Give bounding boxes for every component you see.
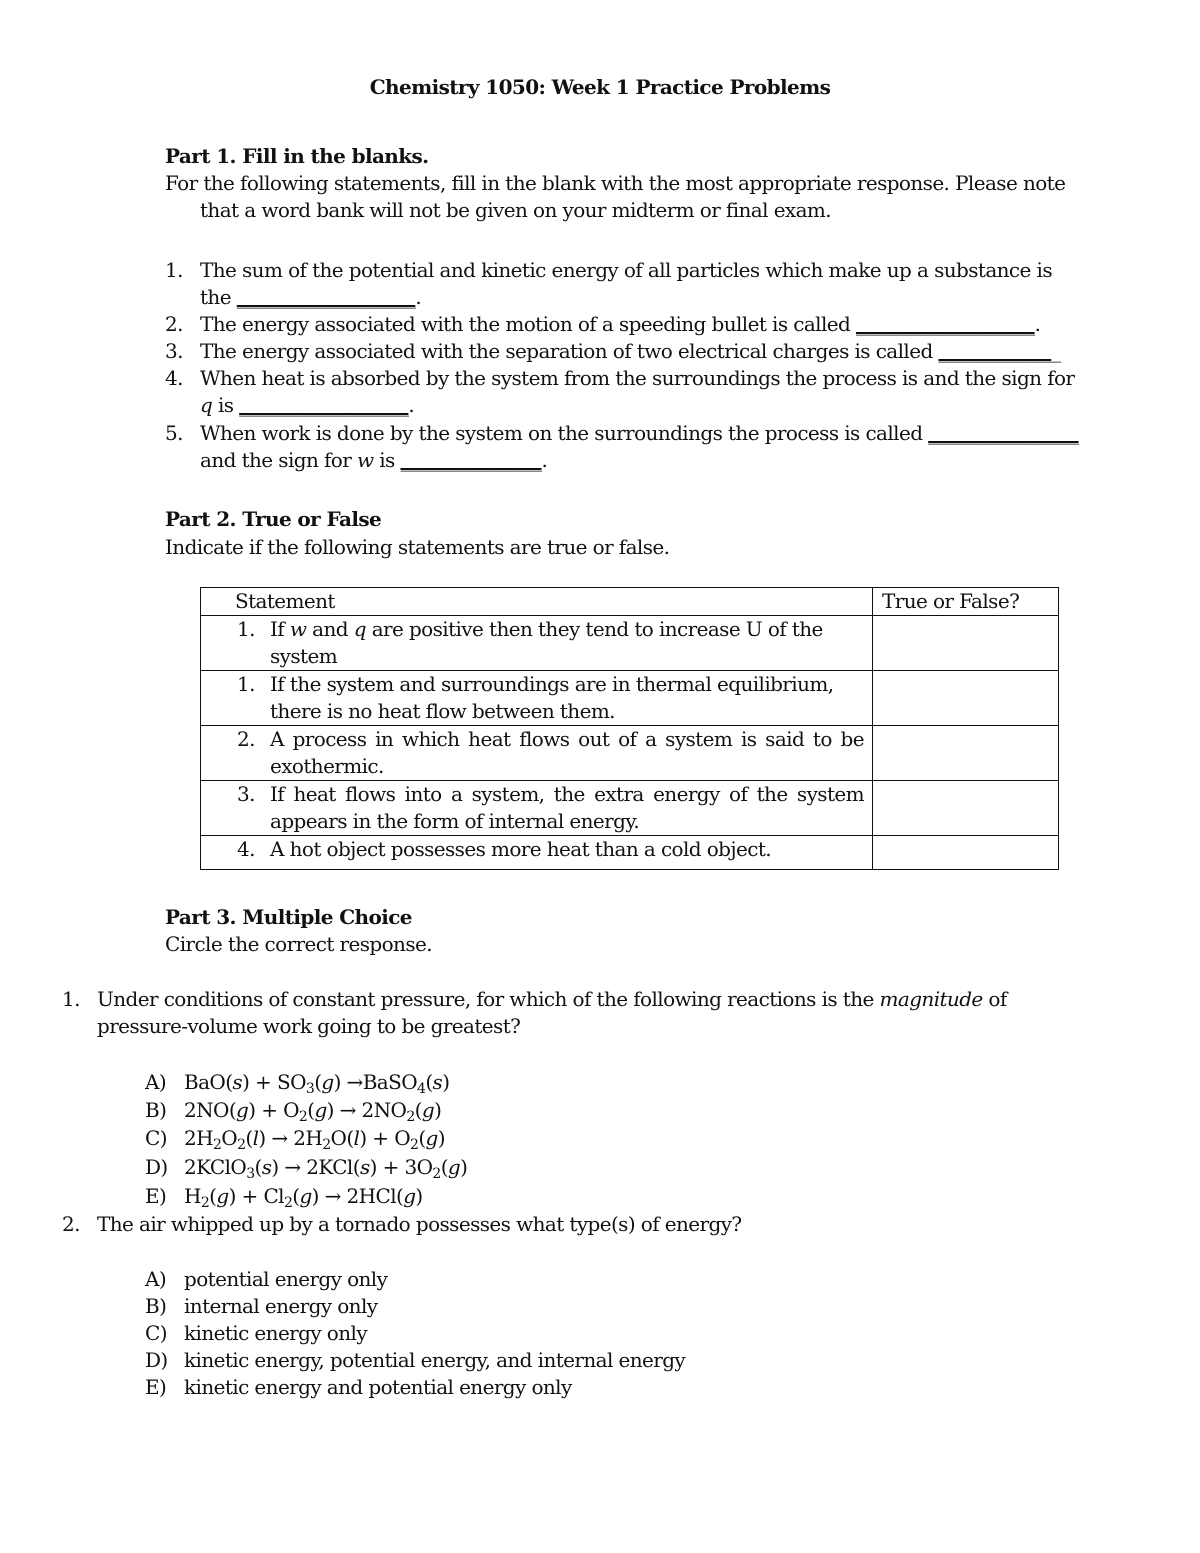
statement-number: 4. [237,837,255,861]
option-text[interactable]: $H_2(g) + Cl_2(g) \to 2HCl(g)$ [184,1184,423,1211]
text-run: is [373,448,401,472]
table-row [201,726,1059,781]
table-row [201,671,1059,726]
option-text[interactable]: $2NO(g) + O_2(g) \to 2NO_2(g)$ [184,1098,442,1125]
variable-q: q [200,393,213,417]
option-text[interactable]: $2H_2O_2(l) \to 2H_2O(l) + O_2(g)$ [184,1126,445,1153]
part3-heading: Part 3. Multiple Choice [165,905,412,929]
header-statement: Statement [201,588,873,616]
text-run: Under conditions of constant pressure, for which of the following reactions is the [97,987,880,1011]
question-1-line2: pressure-volume work going to be greatest? [97,1014,521,1038]
option-text[interactable]: 2KClO$_3$(s) → $2KCl(s) + 3O_2(g)$ [184,1155,468,1182]
table-header-row [201,588,1059,616]
fill-item-3-line1 [200,338,1061,365]
text-run: . [541,448,548,472]
question-2-text: The air whipped up by a tornado possesses what type(s) of energy? [97,1212,742,1236]
text-run: are positive then they tend to increase U of the system [270,617,823,668]
text-run: . [408,393,415,417]
text-run: The energy associated with the separation of two electrical charges is called [200,339,939,363]
option-letter[interactable]: B) [145,1098,167,1122]
emphasis-magnitude: magnitude [879,987,983,1011]
table-row [201,836,1059,870]
statement-cell [201,726,873,781]
text-run: The energy associated with the motion of a speeding bullet is called [200,312,856,336]
fill-item-1-line1: The sum of the potential and kinetic energy of all particles which make up a substance is [200,258,1052,282]
variable-w: w [356,448,374,472]
part3-instructions: Circle the correct response. [165,932,432,956]
option-text[interactable]: kinetic energy, potential energy, and internal energy [184,1348,686,1372]
fill-item-5-line1 [200,420,1079,447]
option-text[interactable]: $BaO(s) + SO_3(g)$ →BaSO$_4$(s) [184,1070,450,1097]
answer-cell[interactable] [873,671,1059,726]
answer-blank[interactable]: ____________ [938,339,1052,363]
text-run: and the sign for [200,448,357,472]
fill-item-number: 4. [165,366,183,390]
question-number: 1. [62,987,80,1011]
answer-cell[interactable] [873,726,1059,781]
fill-item-2-line1 [200,311,1040,338]
answer-blank[interactable]: _______________ [400,448,542,472]
variable-q: q [353,617,366,641]
answer-cell[interactable] [873,781,1059,836]
statement-text: If the system and surroundings are in thermal equilibrium, there is no heat flow between them. [270,672,834,723]
fill-item-4-line2 [200,392,414,419]
fill-item-4-line1: When heat is absorbed by the system from the surroundings the process is and the sign for [200,366,1075,390]
statement-text: A hot object possesses more heat than a cold object. [270,837,772,861]
true-false-table [200,587,1059,870]
option-letter[interactable]: B) [145,1294,167,1318]
option-letter[interactable]: A) [145,1070,167,1094]
part1-heading: Part 1. Fill in the blanks. [165,144,429,168]
header-true-or-false: True or False? [873,588,1059,616]
page-title: Chemistry 1050: Week 1 Practice Problems [369,75,831,99]
text-run: If [270,617,290,641]
text-run: When work is done by the system on the surroundings the process is called [200,421,929,445]
text-run: is [212,393,240,417]
part2-instructions: Indicate if the following statements are true or false. [165,535,670,559]
statement-number: 3. [237,782,255,806]
fill-item-number: 5. [165,421,183,445]
table-row [201,616,1059,671]
part1-instructions-line2: that a word bank will not be given on your midterm or final exam. [200,198,832,222]
statement-number: 1. [237,617,255,641]
answer-blank[interactable]: ________________ [928,421,1079,445]
statement-cell [201,781,873,836]
option-text[interactable]: kinetic energy and potential energy only [184,1375,572,1399]
answer-blank[interactable]: ___________________ [855,312,1035,336]
answer-cell[interactable] [873,836,1059,870]
statement-cell [201,836,873,870]
option-text[interactable]: potential energy only [184,1267,388,1291]
statement-cell [201,616,873,671]
fill-item-1-line2 [200,284,421,311]
text-run: and [306,617,354,641]
part2-heading: Part 2. True or False [165,507,382,531]
option-letter[interactable]: D) [145,1348,168,1372]
statement-text: A process in which heat flows out of a system is said to be exothermic. [270,727,864,778]
option-text[interactable]: internal energy only [184,1294,378,1318]
fill-item-number: 2. [165,312,183,336]
statement-text: If heat flows into a system, the extra energy of the system appears in the form of internal energy. [270,782,864,833]
text-run: of [982,987,1007,1011]
statement-number: 2. [237,727,255,751]
statement-cell [201,671,873,726]
option-letter[interactable]: E) [145,1375,167,1399]
fill-item-number: 3. [165,339,183,363]
question-number: 2. [62,1212,80,1236]
fill-item-number: 1. [165,258,183,282]
variable-w: w [289,617,307,641]
text-run: . [1034,312,1041,336]
part1-instructions-line1: For the following statements, fill in the blank with the most appropriate response. Please note [165,171,1066,195]
option-letter[interactable]: C) [145,1126,167,1150]
statement-number: 1. [237,672,255,696]
answer-blank[interactable]: __________________ [239,393,409,417]
fill-item-5-line2 [200,447,547,474]
option-letter[interactable]: C) [145,1321,167,1345]
option-letter[interactable]: A) [145,1267,167,1291]
option-text[interactable]: kinetic energy only [184,1321,368,1345]
answer-blank[interactable]: ___________________ [236,285,416,309]
text-run: _ [1051,339,1061,363]
question-1-line1 [97,986,1007,1013]
text-run: . [415,285,422,309]
table-row [201,781,1059,836]
text-run: the [200,285,237,309]
option-letter[interactable]: D) [145,1155,168,1179]
option-letter[interactable]: E) [145,1184,167,1208]
answer-cell[interactable] [873,616,1059,671]
